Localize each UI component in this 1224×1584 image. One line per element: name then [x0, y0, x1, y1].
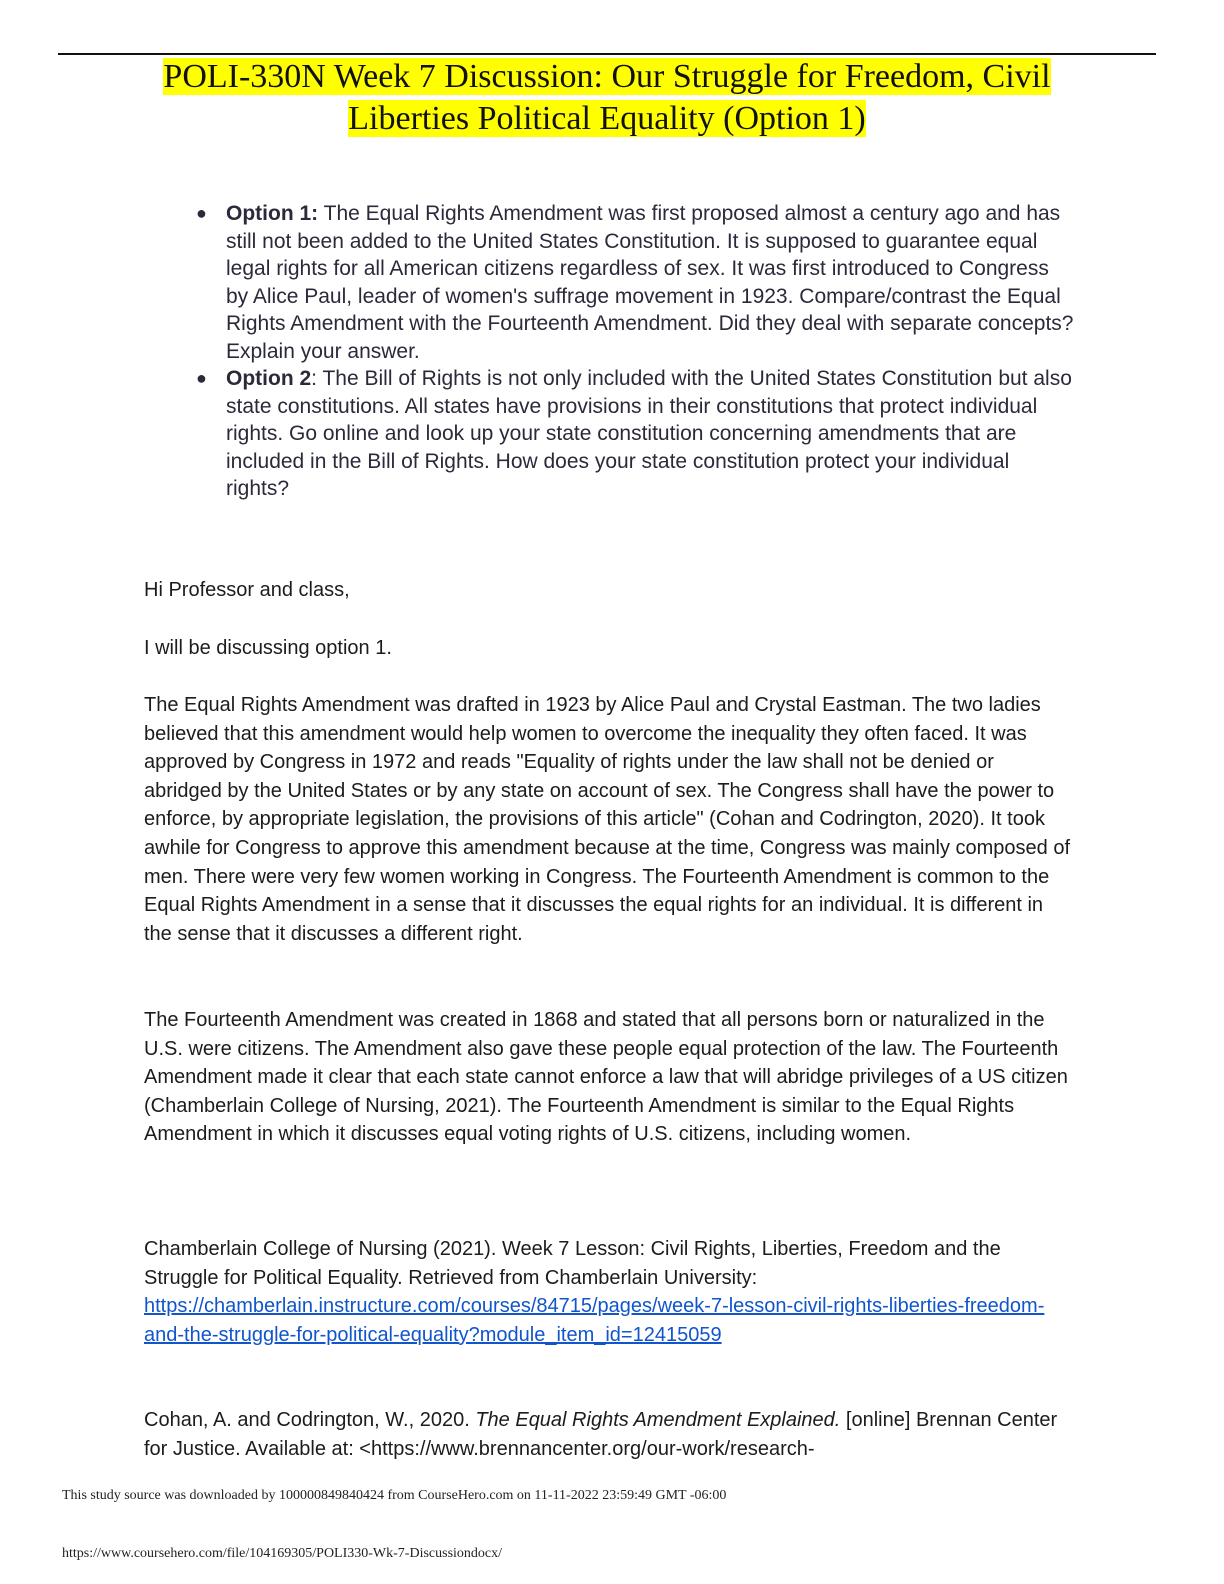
options-list: [196, 200, 1076, 503]
option-1-label: Option 1:: [226, 202, 319, 225]
page-title: [60, 56, 1154, 140]
reference-2-rest: [online] Brennan Center for Justice. Available at: <https://www.brennancenter.org/our-work/research-: [144, 1409, 1058, 1460]
intro-line: I will be discussing option 1.: [144, 637, 392, 659]
reference-2-title: The Equal Rights Amendment Explained.: [475, 1409, 841, 1431]
paragraph-1: The Equal Rights Amendment was drafted in 1923 by Alice Paul and Crystal Eastman. The two ladies believed that this amendment would help women to overcome the inequality they often faced. It was approved by Congress in 1972 and reads "Equality of rights under the law shall not be denied or abridged by the United States or by any state on account of sex. The Congress shall have the power to enforce, by appropriate legislation, the provisions of this article" (Cohan and Codrington, 2020). It took awhile for Congress to approve this amendment because at the time, Congress was mainly composed of men. There were very few women working in Congress. The Fourteenth Amendment is common to the Equal Rights Amendment in a sense that it discusses the equal rights for an individual. It is different in the sense that it discusses a different right.: [144, 694, 1071, 945]
download-note: This study source was downloaded by 100000849840424 from CourseHero.com on 11-11-2022 23:59:49 GMT -06:00: [62, 1488, 727, 1503]
reference-2-authors: Cohan, A. and Codrington, W., 2020.: [144, 1409, 476, 1431]
reference-1-text: Chamberlain College of Nursing (2021). Week 7 Lesson: Civil Rights, Liberties, Freedom and the Struggle for Political Equality. Retrieved from Chamberlain University:: [144, 1238, 1001, 1289]
bullet-icon: ●: [196, 203, 207, 223]
bullet-icon: ●: [196, 368, 207, 388]
title-line-1: POLI-330N Week 7 Discussion: Our Struggle for Freedom, Civil: [163, 58, 1051, 95]
option-2-text: : The Bill of Rights is not only included with the United States Constitution but also state constitutions. All states have provisions in their constitutions that protect individual rights. Go online and look up your state constitution concerning amendments that are included in the Bill of Rights. How does your state constitution protect your individual rights?: [226, 367, 1072, 500]
option-1-text: The Equal Rights Amendment was first proposed almost a century ago and has still not been added to the United States Constitution. It is supposed to guarantee equal legal rights for all American citizens regardless of sex. It was first introduced to Congress by Alice Paul, leader of women's suffrage movement in 1923. Compare/contrast the Equal Rights Amendment with the Fourteenth Amendment. Did they deal with separate concepts? Explain your answer.: [226, 202, 1074, 363]
reference-2: [144, 1406, 1074, 1463]
option-2-item: [196, 365, 1076, 503]
reference-1-link[interactable]: https://chamberlain.instructure.com/courses/84715/pages/week-7-lesson-civil-rights-liberties-freedom-and-the-struggle-for-political-equality?module_item_id=12415059: [144, 1295, 1045, 1346]
top-rule: [58, 53, 1156, 55]
source-url[interactable]: https://www.coursehero.com/file/104169305/POLI330-Wk-7-Discussiondocx/: [62, 1546, 503, 1561]
reference-1: [144, 1235, 1074, 1349]
option-2-label: Option 2: [226, 367, 312, 390]
paragraph-2: The Fourteenth Amendment was created in 1868 and stated that all persons born or naturalized in the U.S. were citizens. The Amendment also gave these people equal protection of the law. The Fourteenth Amendment made it clear that each state cannot enforce a law that will abridge privileges of a US citizen (Chamberlain College of Nursing, 2021). The Fourteenth Amendment is similar to the Equal Rights Amendment in which it discusses equal voting rights of U.S. citizens, including women.: [144, 1009, 1068, 1146]
title-line-2: Liberties Political Equality (Option 1): [348, 100, 866, 137]
option-1-item: [196, 200, 1076, 365]
greeting: Hi Professor and class,: [144, 579, 350, 601]
